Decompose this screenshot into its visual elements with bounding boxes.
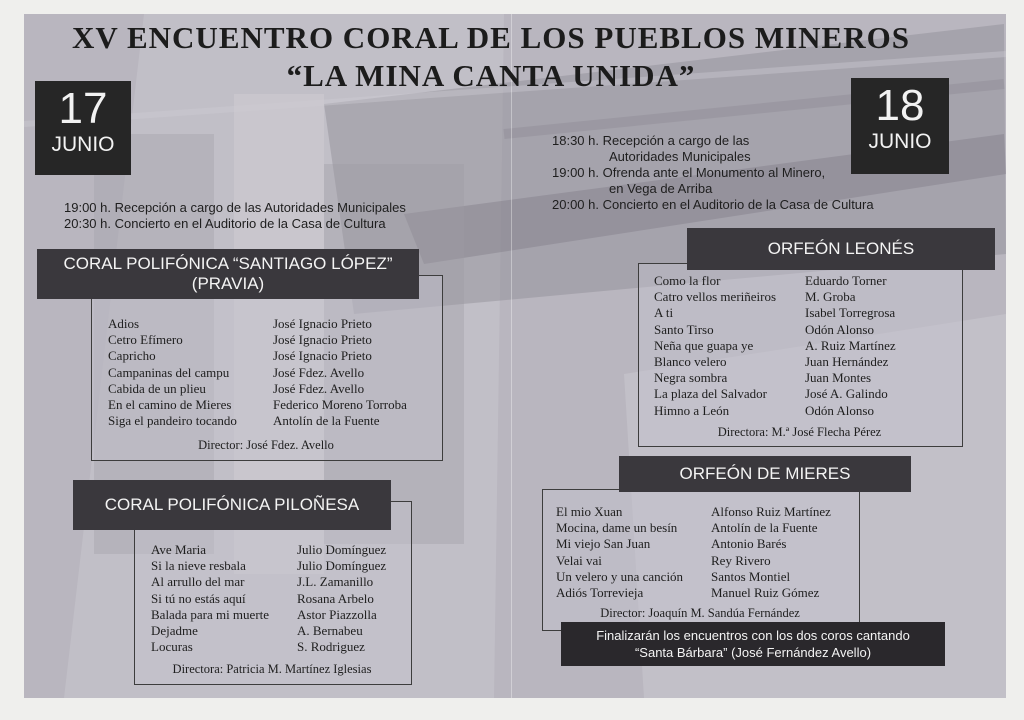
song-title: Al arrullo del mar <box>151 574 245 590</box>
song-composer: Rosana Arbelo <box>297 590 374 606</box>
song-titles-pilonesa <box>151 542 269 655</box>
song-composer: Antolín de la Fuente <box>711 520 818 536</box>
schedule-item: en Vega de Arriba <box>609 181 713 196</box>
choir-name: CORAL POLIFÓNICA “SANTIAGO LÓPEZ” <box>63 254 393 273</box>
song-title: Dejadme <box>151 623 198 639</box>
choir-name: CORAL POLIFÓNICA PILOÑESA <box>104 495 360 514</box>
song-title: Mocina, dame un besín <box>556 520 678 536</box>
date-month: JUNIO <box>868 130 932 153</box>
song-title: Si la nieve resbala <box>151 558 246 574</box>
event-subtitle: “LA MINA CANTA UNIDA” <box>286 58 696 93</box>
song-composer: Odón Alonso <box>805 321 874 337</box>
schedule-17 <box>64 200 406 232</box>
song-title: El mio Xuan <box>556 504 623 519</box>
song-title: La plaza del Salvador <box>654 386 767 402</box>
song-composer: Antolín de la Fuente <box>273 413 380 429</box>
closing-line: Finalizarán los encuentros con los dos coros cantando <box>596 628 910 643</box>
schedule-item: 20:00 h. Concierto en el Auditorio de la Casa de Cultura <box>552 197 874 212</box>
song-composer: S. Rodriguez <box>297 639 365 655</box>
song-composer: Santos Montiel <box>711 568 791 584</box>
fold-line <box>511 14 512 698</box>
song-composer: Juan Hernández <box>805 354 889 370</box>
choir-director: Directora: M.ª José Flecha Pérez <box>717 425 882 439</box>
song-composer: José A. Galindo <box>805 386 888 402</box>
choir-director: Director: Joaquín M. Sandúa Fernández <box>600 606 800 620</box>
song-title: Adiós Torrevieja <box>556 585 644 601</box>
song-title: Santo Tirso <box>654 321 714 337</box>
schedule-item: Autoridades Municipales <box>609 149 751 164</box>
choir-header-santiago-lopez <box>37 249 419 299</box>
song-title: Adios <box>108 316 140 331</box>
song-title: Velai vai <box>556 552 602 568</box>
song-composer: José Ignacio Prieto <box>273 316 372 331</box>
song-composers-orfeon-leones <box>805 273 896 419</box>
song-composer: Julio Domínguez <box>297 542 387 557</box>
song-title: Como la flor <box>654 273 721 288</box>
song-composer: Alfonso Ruiz Martínez <box>711 504 831 519</box>
choir-name: ORFEÓN DE MIERES <box>679 464 851 483</box>
choir-director: Director: José Fdez. Avello <box>198 438 334 452</box>
choir-location: (PRAVIA) <box>191 274 265 293</box>
song-composer: Isabel Torregrosa <box>805 305 896 321</box>
song-title: A ti <box>654 305 674 321</box>
song-title: Siga el pandeiro tocando <box>108 413 237 429</box>
song-composer: José Ignacio Prieto <box>273 348 372 364</box>
song-composers-pilonesa <box>297 542 386 655</box>
song-title: Ave Maria <box>151 542 206 557</box>
song-title: Negra sombra <box>654 370 728 386</box>
song-title: Capricho <box>108 348 156 364</box>
event-title: XV ENCUENTRO CORAL DE LOS PUEBLOS MINEROS <box>72 20 910 55</box>
song-composer: Julio Domínguez <box>297 558 387 574</box>
song-composer: Eduardo Torner <box>805 273 887 288</box>
date-day: 17 <box>58 84 108 133</box>
song-composer: José Fdez. Avello <box>273 380 365 396</box>
song-composer: José Ignacio Prieto <box>273 332 372 348</box>
schedule-item: 18:30 h. Recepción a cargo de las <box>552 133 750 148</box>
choir-header-orfeon-leones <box>687 228 995 270</box>
song-title: Locuras <box>151 639 193 655</box>
song-title: Cetro Efímero <box>108 332 183 348</box>
song-composer: Federico Moreno Torroba <box>273 397 407 413</box>
song-composers-santiago-lopez <box>273 316 407 429</box>
schedule-18 <box>552 133 874 213</box>
song-composer: Juan Montes <box>805 370 872 386</box>
closing-line: “Santa Bárbara” (José Fernández Avello) <box>634 645 872 660</box>
song-title: Blanco velero <box>654 354 727 370</box>
song-title: Neña que guapa ye <box>654 337 754 353</box>
choir-header-orfeon-mieres <box>619 456 911 492</box>
song-titles-orfeon-mieres <box>556 504 683 601</box>
choir-name: ORFEÓN LEONÉS <box>767 239 915 258</box>
choir-director: Directora: Patricia M. Martínez Iglesias <box>172 662 372 676</box>
song-title: Catro vellos meriñeiros <box>654 289 777 305</box>
song-title: Balada para mi muerte <box>151 606 270 622</box>
song-composer: J.L. Zamanillo <box>297 574 374 590</box>
schedule-item: 19:00 h. Recepción a cargo de las Autoridades Municipales <box>64 200 406 215</box>
song-title: Campaninas del campu <box>108 364 230 380</box>
song-title: Mi viejo San Juan <box>556 536 651 552</box>
song-title: En el camino de Mieres <box>108 397 232 413</box>
song-titles-orfeon-leones <box>654 273 776 419</box>
song-composer: A. Ruiz Martínez <box>805 337 896 353</box>
song-composer: José Fdez. Avello <box>273 364 365 380</box>
song-composer: Antonio Barés <box>711 536 787 552</box>
song-composer: Rey Rivero <box>711 552 771 568</box>
choir-header-pilonesa <box>73 480 391 530</box>
schedule-item: 20:30 h. Concierto en el Auditorio de la Casa de Cultura <box>64 216 386 231</box>
date-month: JUNIO <box>51 133 115 156</box>
song-composer: Astor Piazzolla <box>297 606 377 622</box>
schedule-item: 19:00 h. Ofrenda ante el Monumento al Minero, <box>552 165 826 180</box>
song-composer: Odón Alonso <box>805 402 874 418</box>
date-day: 18 <box>875 81 925 130</box>
song-title: Un velero y una canción <box>556 568 684 584</box>
date-badge-17 <box>35 81 131 175</box>
song-composer: M. Groba <box>805 289 856 305</box>
song-composers-orfeon-mieres <box>711 504 831 601</box>
song-title: Si tú no estás aquí <box>151 590 246 606</box>
closing-note <box>561 622 945 666</box>
song-title: Himno a León <box>654 402 730 418</box>
song-composer: Manuel Ruiz Gómez <box>711 585 820 601</box>
song-title: Cabida de un plieu <box>108 380 206 396</box>
song-titles-santiago-lopez <box>108 316 237 429</box>
song-composer: A. Bernabeu <box>297 623 363 639</box>
